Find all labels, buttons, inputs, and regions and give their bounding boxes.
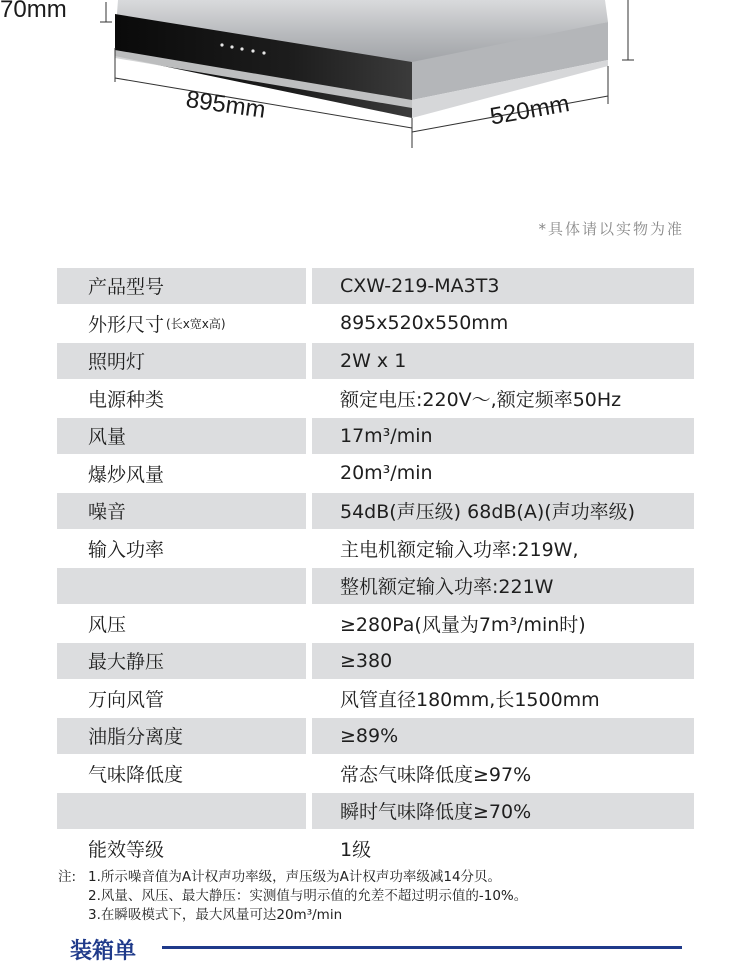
packing-list-title: 装箱单 <box>70 939 137 964</box>
spec-row <box>57 681 694 717</box>
spec-label: 最大静压 <box>57 643 306 679</box>
spec-label: 风量 <box>57 418 306 454</box>
spec-row <box>57 531 694 567</box>
footnote-line: 3.在瞬吸模式下，最大风量可达20m³/min <box>88 907 343 923</box>
footnote-prefix: 注: <box>58 869 77 885</box>
spec-label: 外形尺寸 (长x宽x高) <box>88 313 226 336</box>
spec-value: 瞬时气味降低度≥70% <box>312 793 694 829</box>
spec-value: 2W x 1 <box>312 343 694 379</box>
spec-label: 噪音 <box>57 493 306 529</box>
spec-label: 产品型号 <box>57 268 306 304</box>
spec-value: 常态气味降低度≥97% <box>340 763 532 786</box>
spec-value: 额定电压:220V〜,额定频率50Hz <box>340 388 622 411</box>
spec-row <box>57 381 694 417</box>
spec-value: ≥89% <box>312 718 694 754</box>
product-image <box>0 0 750 200</box>
spec-value: 整机额定输入功率:221W <box>312 568 694 604</box>
spec-label: 风压 <box>88 613 127 636</box>
spec-value: ≥380 <box>312 643 694 679</box>
spec-value: CXW-219-MA3T3 <box>312 268 694 304</box>
spec-row <box>57 343 694 379</box>
spec-label: 油脂分离度 <box>57 718 306 754</box>
spec-row <box>57 756 694 792</box>
spec-label-note: (长x宽x高) <box>166 316 226 331</box>
footnotes <box>58 868 527 925</box>
footnote-line: 2.风量、风压、最大静压：实测值与明示值的允差不超过明示值的-10%。 <box>88 888 528 904</box>
spec-row <box>57 306 694 342</box>
spec-value: 20m³/min <box>340 462 433 485</box>
range-hood-illustration <box>0 0 750 200</box>
width-dimension-label: 895mm <box>184 86 268 124</box>
depth-dimension-label: 520mm <box>488 90 572 131</box>
section-divider <box>162 946 682 949</box>
spec-value: 895x520x550mm <box>340 312 509 335</box>
spec-value: 54dB(声压级) 68dB(A)(声功率级) <box>312 493 694 529</box>
spec-value: 风管直径180mm,长1500mm <box>340 688 600 711</box>
spec-label: 能效等级 <box>88 838 165 861</box>
spec-row <box>57 456 694 492</box>
spec-row <box>57 606 694 642</box>
spec-label: 电源种类 <box>88 388 165 411</box>
spec-label: 万向风管 <box>88 688 165 711</box>
spec-row <box>57 418 694 454</box>
spec-value: 主电机额定输入功率:219W, <box>340 538 579 561</box>
spec-row <box>57 568 694 604</box>
footnote-line: 1.所示噪音值为A计权声功率级，声压级为A计权声功率级减14分贝。 <box>88 869 502 885</box>
spec-row <box>57 493 694 529</box>
spec-label <box>57 568 306 604</box>
spec-row <box>57 831 694 867</box>
spec-label <box>57 793 306 829</box>
spec-table <box>57 268 694 868</box>
spec-value: 1级 <box>340 838 372 861</box>
spec-label: 爆炒风量 <box>88 463 165 486</box>
spec-row <box>57 793 694 829</box>
spec-row <box>57 268 694 304</box>
spec-label: 气味降低度 <box>88 763 184 786</box>
spec-value: 17m³/min <box>312 418 694 454</box>
spec-row <box>57 718 694 754</box>
disclaimer-note: *具体请以实物为准 <box>538 220 684 238</box>
height-dimension-label: 70mm <box>0 0 67 23</box>
spec-row <box>57 643 694 679</box>
spec-label: 输入功率 <box>88 538 165 561</box>
spec-value: ≥280Pa(风量为7m³/min时) <box>340 613 586 636</box>
spec-label: 照明灯 <box>57 343 306 379</box>
